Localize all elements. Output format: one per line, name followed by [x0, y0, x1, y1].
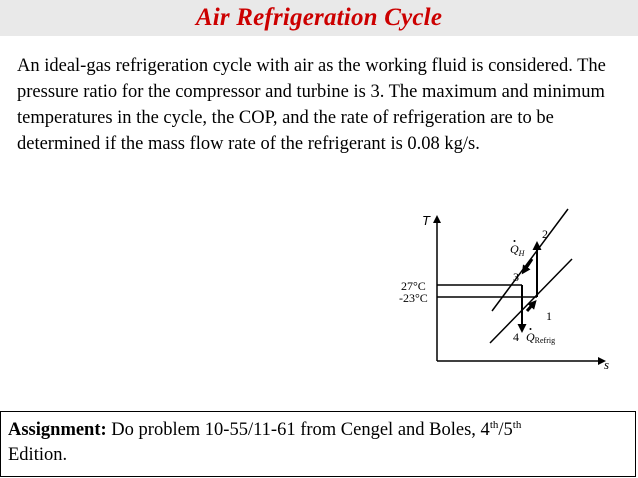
assignment-sup-1: th: [489, 419, 499, 431]
s-axis-label: s: [604, 357, 610, 372]
assignment-sup-2: th: [512, 419, 522, 431]
assignment-line2: Edition.: [8, 445, 68, 465]
state-2-label: 2: [542, 227, 548, 241]
qrefrig-symbol: Q: [526, 330, 535, 344]
problem-statement: An ideal-gas refrigeration cycle with air as the working fluid is considered. The pressure ratio for the compressor and turbine is 3. The maximum and minimum temperatures in the cycle, the COP, and the rate of refrigeration are to be determined if the mass flow rate of the refrigerant is 0.08 kg/s.: [17, 56, 606, 154]
title-bar: [0, 0, 638, 36]
qrefrig-dot-accent: [530, 328, 532, 330]
qh-label: [510, 242, 526, 258]
qh-subscript: H: [518, 249, 525, 258]
qh-symbol: Q: [510, 242, 519, 256]
qrefrig-label: [526, 330, 555, 345]
state-4-label: 4: [513, 330, 519, 344]
assignment-mid: /5: [498, 420, 513, 440]
t-axis-label: T: [422, 213, 430, 228]
slide-title: Air Refrigeration Cycle: [195, 4, 443, 31]
temp-low-label: -23°C: [399, 291, 428, 305]
assignment-lead: Assignment:: [8, 420, 107, 440]
assignment-text: Do problem 10-55/11-61 from Cengel and Boles, 4: [106, 420, 490, 440]
qrefrig-subscript: Refrig: [534, 336, 556, 345]
state-3-label: 3: [513, 270, 519, 284]
ts-diagram: [380, 205, 620, 375]
state-1-label: 1: [546, 309, 552, 323]
temp-high-label: 27°C: [401, 279, 426, 293]
assignment-box: [0, 411, 636, 477]
qh-arrow: [524, 259, 532, 271]
qh-dot-accent: [514, 240, 516, 242]
